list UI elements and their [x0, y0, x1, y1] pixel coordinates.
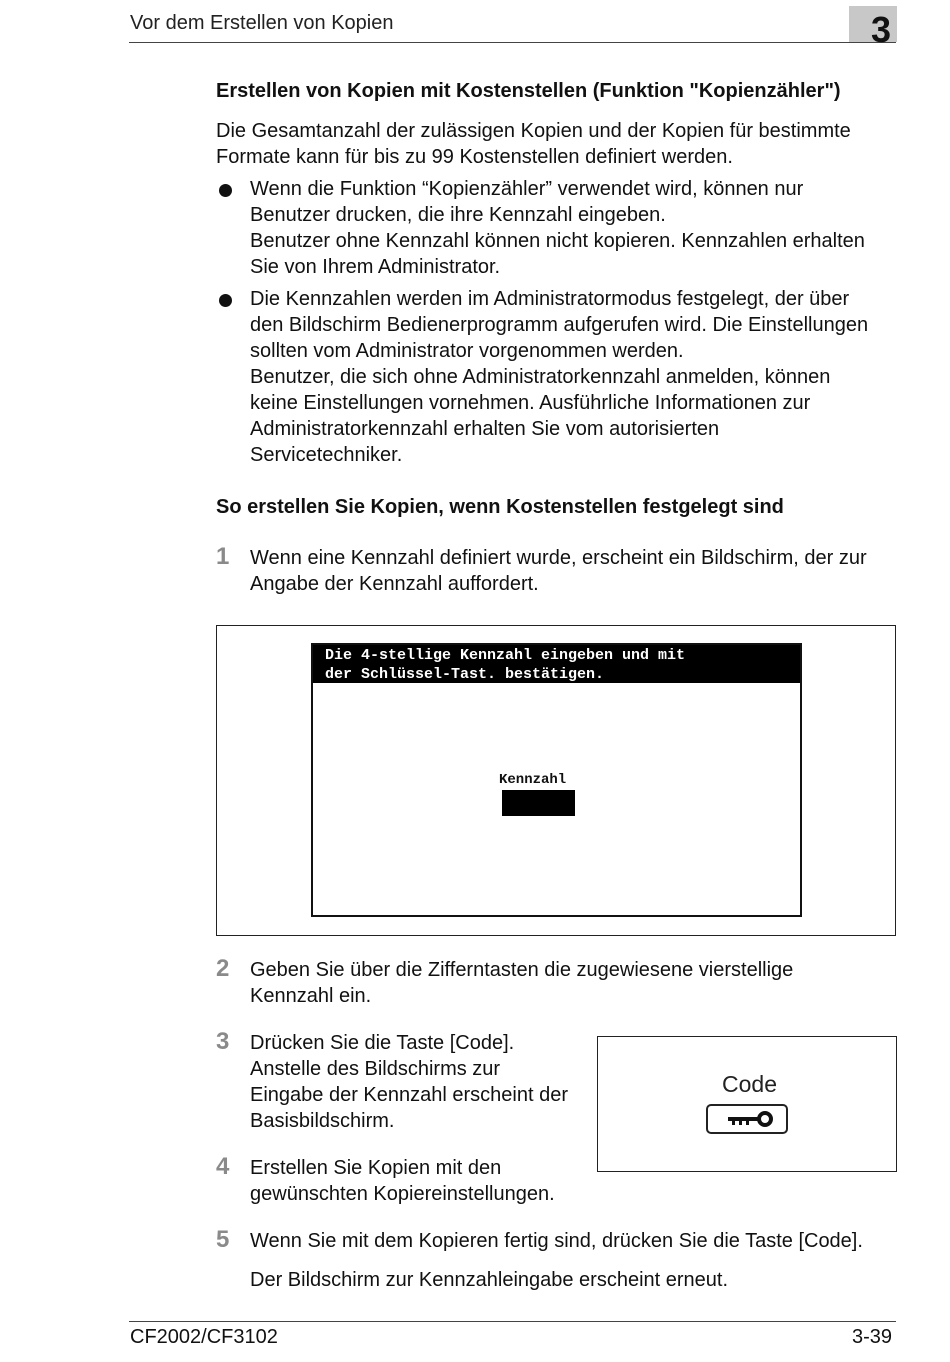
screen-prompt-line: der Schlüssel-Tast. bestätigen. — [325, 666, 605, 683]
screen-prompt-banner — [313, 645, 800, 683]
step-number: 2 — [216, 955, 230, 982]
code-button[interactable] — [706, 1104, 788, 1134]
intro-paragraph — [216, 118, 851, 170]
step-line: Drücken Sie die Taste [Code]. — [250, 1032, 515, 1054]
bullet-line: Benutzer ohne Kennzahl können nicht kopieren. Kennzahlen erhalten — [250, 230, 865, 252]
step-line: Eingabe der Kennzahl erscheint der — [250, 1084, 568, 1106]
control-panel-screen — [311, 643, 802, 917]
bullet-line: Benutzer drucken, die ihre Kennzahl eingeben. — [250, 204, 666, 226]
bullet-line: Servicetechniker. — [250, 444, 403, 466]
screen-prompt-line: Die 4-stellige Kennzahl eingeben und mit — [325, 647, 686, 664]
footer-page-number: 3-39 — [852, 1326, 893, 1348]
section-heading-cost-centers: Erstellen von Kopien mit Kostenstellen (Funktion "Kopienzähler") — [216, 80, 841, 102]
step-line: Basisbildschirm. — [250, 1110, 395, 1132]
step-line: Erstellen Sie Kopien mit den — [250, 1157, 502, 1179]
key-icon — [708, 1106, 786, 1132]
step-text — [250, 1030, 568, 1134]
bullet-line: Wenn die Funktion “Kopienzähler” verwendet wird, können nur — [250, 178, 804, 200]
bullet-line: sollten vom Administrator vorgenommen werden. — [250, 340, 684, 362]
step-number: 3 — [216, 1028, 230, 1055]
step-text — [250, 1155, 555, 1207]
step-line: Kennzahl ein. — [250, 985, 372, 1007]
code-key-label: Code — [722, 1071, 777, 1097]
footer-model: CF2002/CF3102 — [130, 1326, 278, 1348]
code-key-illustration — [597, 1036, 897, 1172]
bullet-line: keine Einstellungen vornehmen. Ausführliche Informationen zur — [250, 392, 811, 414]
intro-line: Formate kann für bis zu 99 Kostenstellen definiert werden. — [216, 146, 733, 168]
page-header-title: Vor dem Erstellen von Kopien — [130, 12, 394, 34]
step-note: Der Bildschirm zur Kennzahleingabe erscheint erneut. — [250, 1269, 729, 1291]
bullet-line: den Bildschirm Bedienerprogramm aufgerufen wird. Die Einstellungen — [250, 314, 869, 336]
bullet-line: Administratorkennzahl erhalten Sie vom autorisierten — [250, 418, 720, 440]
step-number: 1 — [216, 543, 230, 570]
bullet-icon — [219, 294, 232, 307]
step-text — [250, 957, 793, 1009]
intro-line: Die Gesamtanzahl der zulässigen Kopien und der Kopien für bestimmte — [216, 120, 851, 142]
bullet-line: Sie von Ihrem Administrator. — [250, 256, 501, 278]
code-input-field[interactable] — [502, 790, 575, 816]
step-line: Angabe der Kennzahl auffordert. — [250, 573, 539, 595]
header-divider — [129, 42, 896, 43]
bullet-item — [250, 176, 865, 280]
step-line: Wenn eine Kennzahl definiert wurde, erscheint ein Bildschirm, der zur — [250, 547, 867, 569]
step-line: Wenn Sie mit dem Kopieren fertig sind, drücken Sie die Taste [Code]. — [250, 1230, 863, 1252]
step-number: 5 — [216, 1226, 230, 1253]
bullet-line: Die Kennzahlen werden im Administratormodus festgelegt, der über — [250, 288, 850, 310]
step-line: Anstelle des Bildschirms zur — [250, 1058, 501, 1080]
footer-divider — [129, 1321, 896, 1322]
code-field-label: Kennzahl — [499, 772, 567, 788]
chapter-number: 3 — [871, 9, 892, 50]
step-number: 4 — [216, 1153, 230, 1180]
step-line: Geben Sie über die Zifferntasten die zugewiesene vierstellige — [250, 959, 794, 981]
bullet-line: Benutzer, die sich ohne Administratorkennzahl anmelden, können — [250, 366, 831, 388]
bullet-item — [250, 286, 868, 468]
step-text — [250, 545, 867, 597]
section-heading-procedure: So erstellen Sie Kopien, wenn Kostenstellen festgelegt sind — [216, 496, 784, 518]
step-text — [250, 1228, 863, 1254]
step-line: gewünschten Kopiereinstellungen. — [250, 1183, 555, 1205]
bullet-icon — [219, 184, 232, 197]
